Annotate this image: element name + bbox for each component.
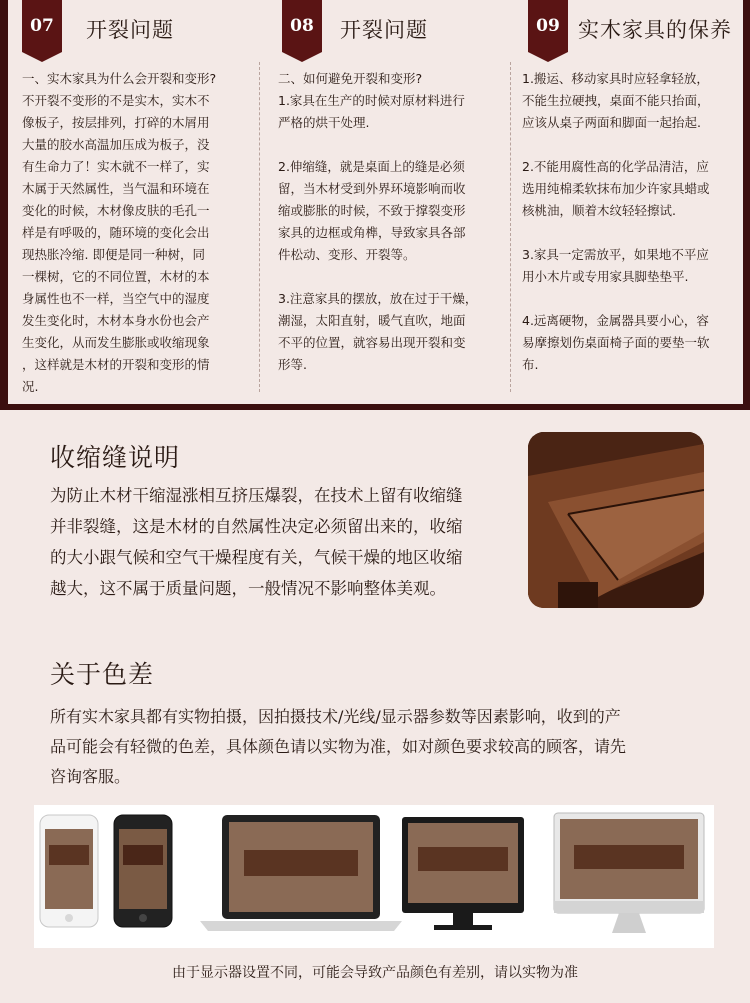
number-badge: 08 [282,0,322,52]
text-line: 2.不能用腐性高的化学品清洁，应 [522,159,709,174]
text-line: 不开裂不变形的不是实木，实木不 [22,93,210,108]
number-badge: 07 [22,0,62,52]
text-line: 用小木片或专用家具脚垫垫平. [522,269,689,284]
imac-icon [554,813,704,933]
text-line: 1.搬运、移动家具时应轻拿轻放， [522,71,709,86]
text-line: 3.注意家具的摆放，放在过于干燥， [278,291,478,306]
text-line: 不平的位置，就容易出现开裂和变 [278,335,466,350]
text-line: 发生变化时，木材本身水份也会产 [22,313,210,328]
care-column-09 [516,0,748,404]
column-divider [510,62,511,392]
color-diff-title: 关于色差 [50,660,155,689]
text-line: 生变化，从而发生膨胀或收缩现象 [22,335,210,350]
text-line: 潮湿，太阳直射，暖气直吹，地面 [278,313,466,328]
column-divider [259,62,260,392]
text-line: 的大小跟气候和空气干燥程度有关，气候干燥的地区收缩 [50,548,463,567]
spacer [278,134,477,156]
color-diff-text [50,702,720,792]
text-line: 身属性也不一样，当空气中的湿度 [22,291,210,306]
devices-illustration [34,805,714,948]
text-line: 木属于天然属性，当气温和环境在 [22,181,210,196]
care-column-07 [8,0,256,404]
text-line: 件松动、变形、开裂等。 [278,247,416,262]
text-line: 家具的边框或角榫，导致家具各部 [278,225,466,240]
text-line: 易摩擦划伤桌面椅子面的要垫一软 [522,335,710,350]
text-line: 像板子，按层排列，打碎的木屑用 [22,115,210,130]
table-corner-photo [528,432,704,608]
devices-strip [34,805,714,948]
devices-note: 由于显示器设置不同，可能会导致产品颜色有差别，请以实物为准 [172,965,578,981]
text-line: 不能生拉硬拽，桌面不能只抬面， [522,93,710,108]
text-line: 一棵树，它的不同位置，木材的本 [22,269,210,284]
black-phone-icon [114,815,172,927]
text-line: 形等. [278,357,307,372]
text-line: 一、实木家具为什么会开裂和变形? [22,71,217,86]
spacer [522,134,710,156]
text-line: 有生命力了！实木就不一样了，实 [22,159,210,174]
text-line: 布. [522,357,539,372]
black-monitor-icon [402,817,524,930]
care-section [0,0,750,410]
text-line: 严格的烘干处理. [278,115,370,130]
text-line: 并非裂缝，这是木材的自然属性决定必须留出来的，收缩 [50,517,463,536]
spacer [522,288,710,310]
text-line: 品可能会有轻微的色差，具体颜色请以实物为准，如对颜色要求较高的顾客，请先 [50,737,627,756]
care-panel [8,0,743,404]
text-line: 大量的胶水高温加压成为板子，没 [22,137,210,152]
text-line: 4.远离硬物，金属器具要小心，容 [522,313,709,328]
column-text [22,68,216,398]
shrink-text [50,480,520,604]
text-line: 越大，这不属于质量问题，一般情况不影响整体美观。 [50,579,446,598]
text-line: 选用纯棉柔软抹布加少许家具蜡或 [522,181,710,196]
shrink-title: 收缩缝说明 [50,443,181,472]
laptop-icon [200,815,402,931]
column-text [278,68,477,376]
column-title: 开裂问题 [86,18,174,42]
text-line: 二、如何避免开裂和变形? [278,71,423,86]
text-line: 3.家具一定需放平，如果地不平应 [522,247,709,262]
text-line: 况. [22,379,39,394]
text-line: 2.伸缩缝，就是桌面上的缝是必须 [278,159,465,174]
text-line: 核桃油，顺着木纹轻轻擦试. [522,203,676,218]
text-line: 留，当木材受到外界环境影响而收 [278,181,466,196]
column-title: 实木家具的保养 [578,18,732,42]
number-badge: 09 [528,0,568,52]
text-line: 咨询客服。 [50,767,131,786]
column-title: 开裂问题 [340,18,428,42]
care-column-08 [264,0,508,404]
text-line: 变化的时候，木材像皮肤的毛孔一 [22,203,210,218]
text-line: 1.家具在生产的时候对原材料进行 [278,93,465,108]
spacer [522,222,710,244]
white-phone-icon [40,815,98,927]
text-line: 缩或膨胀的时候，不致于撑裂变形 [278,203,466,218]
text-line: 样是有呼吸的，随环境的变化会出 [22,225,210,240]
text-line: 所有实木家具都有实物拍摄，因拍摄技术/光线/显示器参数等因素影响，收到的产 [50,707,621,726]
text-line: ，这样就是木材的开裂和变形的情 [22,357,210,372]
text-line: 应该从桌子两面和脚面一起抬起. [522,115,701,130]
wood-table-illustration [528,432,704,608]
spacer [278,266,477,288]
text-line: 现热胀冷缩. 即便是同一种树，同 [22,247,205,262]
text-line: 为防止木材干缩湿涨相互挤压爆裂，在技术上留有收缩缝 [50,486,463,505]
column-text [522,68,710,376]
